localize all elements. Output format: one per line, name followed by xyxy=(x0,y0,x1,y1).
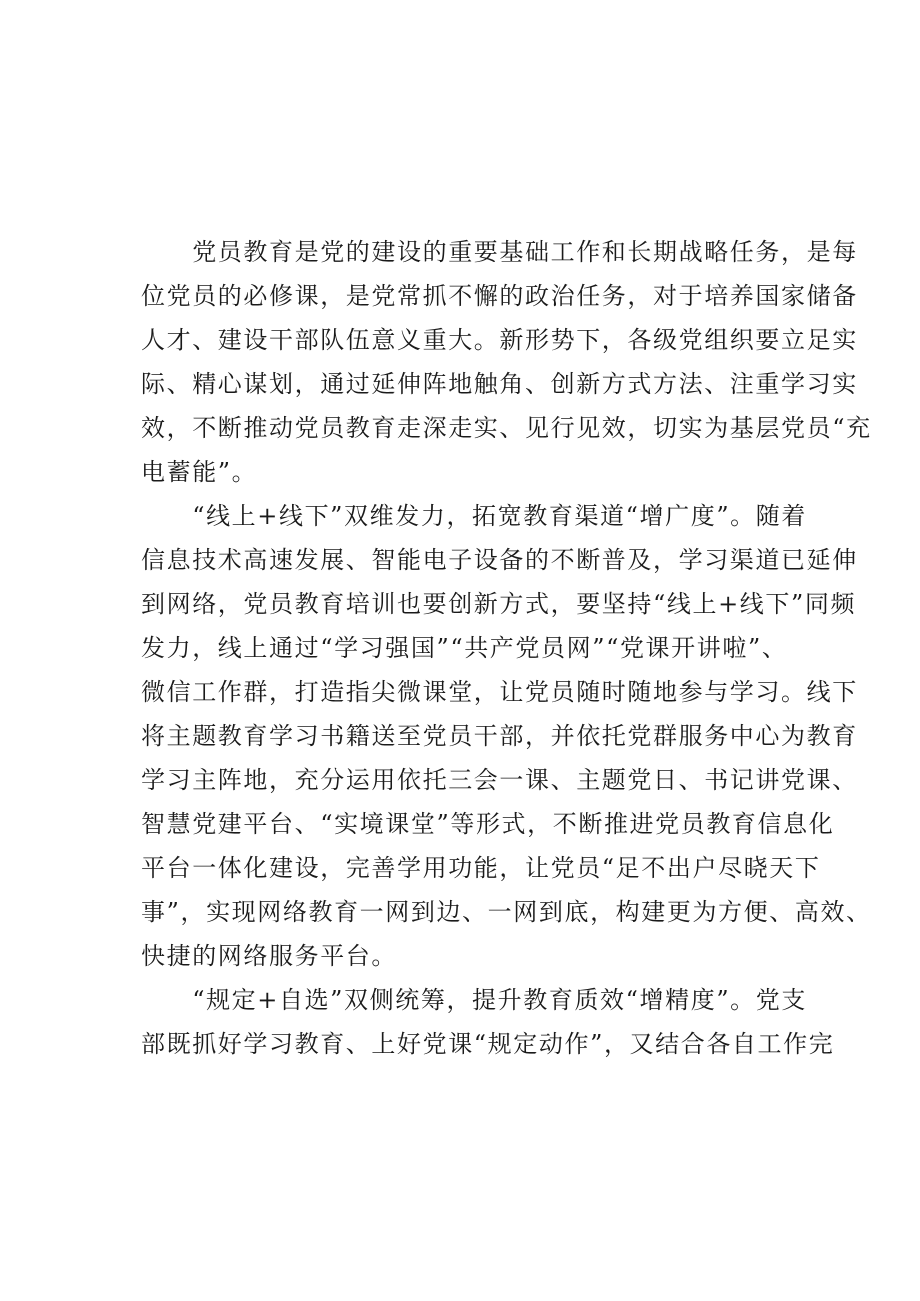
text-line: 发力，线上通过“学习强国”“共产党员网”“党课开讲啦”、 xyxy=(141,634,788,662)
text-line: 快捷的网络服务平台。 xyxy=(141,942,397,970)
text-line: 智慧党建平台、“实境课堂”等形式，不断推进党员教育信息化 xyxy=(141,810,835,838)
text-line: 际、精心谋划，通过延伸阵地触角、创新方式方法、注重学习实 xyxy=(141,370,858,398)
text-line: 平台一体化建设，完善学用功能，让党员“足不出户尽晓天下 xyxy=(141,854,821,882)
text-line: 将主题教育学习书籍送至党员干部，并依托党群服务中心为教育 xyxy=(141,722,858,750)
text-line: “线上+线下”双维发力，拓宽教育渠道“增广度”。随着 xyxy=(141,502,807,530)
text-line: 人才、建设干部队伍意义重大。新形势下，各级党组织要立足实 xyxy=(141,326,858,354)
text-line: 电蓄能”。 xyxy=(141,458,258,486)
text-line: 效，不断推动党员教育走深走实、见行见效，切实为基层党员“充 xyxy=(141,414,872,442)
text-line: 到网络，党员教育培训也要创新方式，要坚持“线上+线下”同频 xyxy=(141,590,857,618)
text-line: 事”，实现网络教育一网到边、一网到底，构建更为方便、高效、 xyxy=(141,898,872,926)
text-line: 党员教育是党的建设的重要基础工作和长期战略任务，是每 xyxy=(141,238,858,266)
document-body xyxy=(141,230,872,1066)
text-line: 位党员的必修课，是党常抓不懈的政治任务，对于培养国家储备 xyxy=(141,282,858,310)
text-line: 微信工作群，打造指尖微课堂，让党员随时随地参与学习。线下 xyxy=(141,678,858,706)
text-line: 信息技术高速发展、智能电子设备的不断普及，学习渠道已延伸 xyxy=(141,546,858,574)
text-line: 学习主阵地，充分运用依托三会一课、主题党日、书记讲党课、 xyxy=(141,766,858,794)
text-line: “规定+自选”双侧统筹，提升教育质效“增精度”。党支 xyxy=(141,986,807,1014)
text-line: 部既抓好学习教育、上好党课“规定动作”，又结合各自工作完 xyxy=(141,1030,835,1058)
